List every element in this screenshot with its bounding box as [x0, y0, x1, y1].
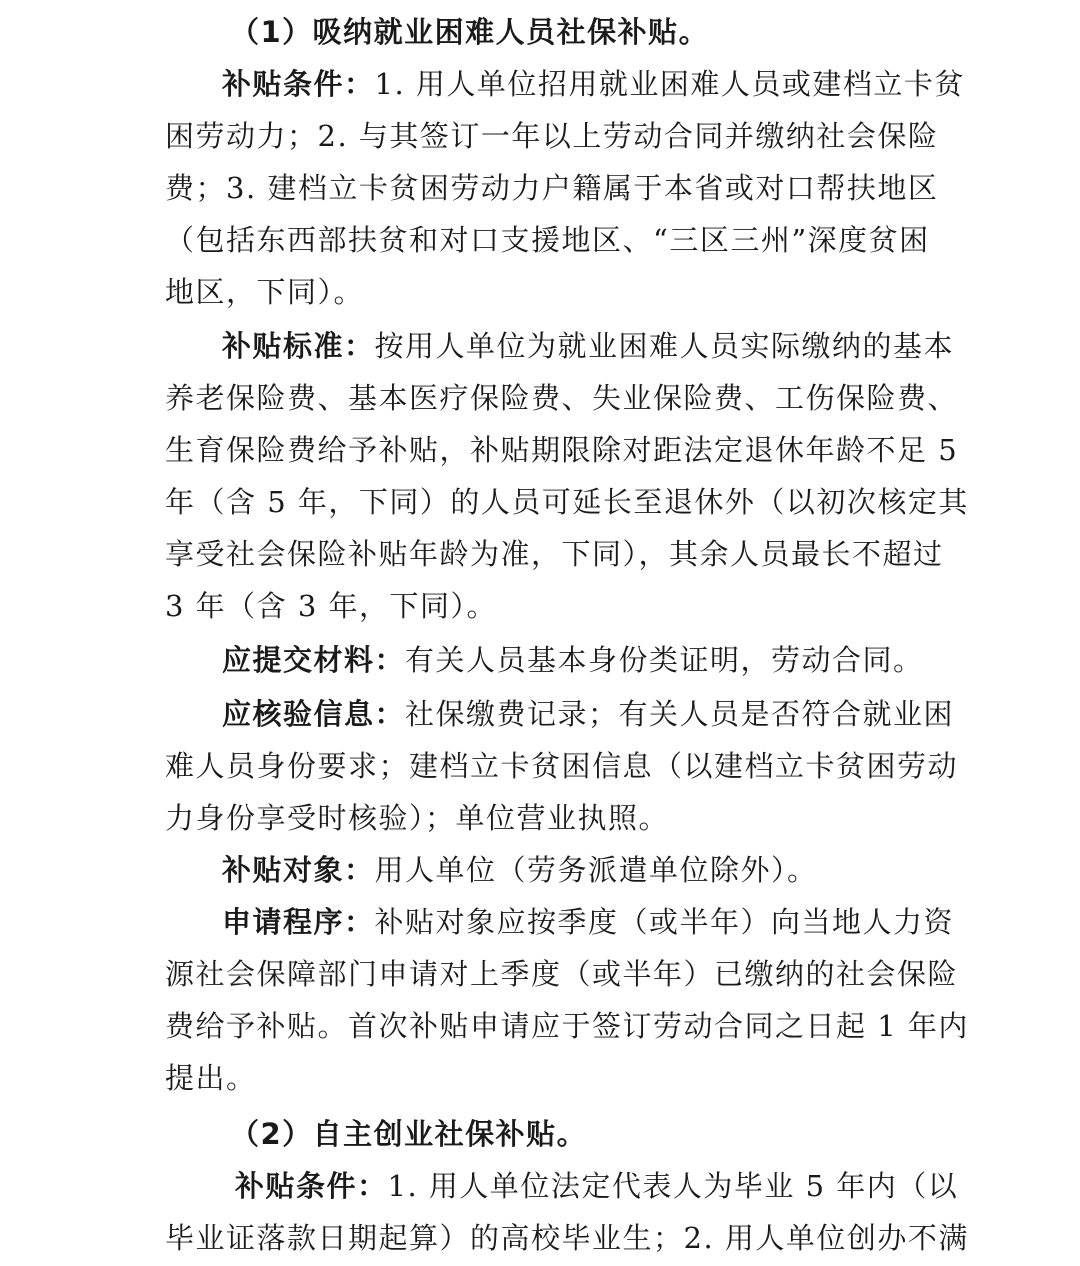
procedure-text: 补贴对象应按季度（或半年）向当地人力资 [374, 905, 955, 939]
conditions-paragraph-line-3: 费；3. 建档立卡贫困劳动力户籍属于本省或对口帮扶地区 [165, 171, 939, 205]
section-2-conditions-label: 补贴条件： [235, 1169, 388, 1203]
procedure-paragraph-line-1 [222, 902, 982, 942]
conditions-text: 1. 用人单位招用就业困难人员或建档立卡贫 [374, 67, 965, 101]
verify-paragraph-line-1 [222, 694, 982, 734]
verify-paragraph-line-2: 难人员身份要求；建档立卡贫困信息（以建档立卡贫困劳动 [165, 749, 959, 783]
verify-text: 社保缴费记录；有关人员是否符合就业困 [405, 697, 955, 731]
standard-paragraph-line-4: 年（含 5 年，下同）的人员可延长至退休外（以初次核定其 [165, 485, 969, 519]
conditions-paragraph-line-5: 地区，下同）。 [165, 275, 365, 309]
section-2-heading-text: （2）自主创业社保补贴。 [230, 1117, 588, 1151]
verify-paragraph-line-3: 力身份享受时核验）；单位营业执照。 [165, 801, 670, 835]
standard-paragraph-line-6: 3 年（含 3 年，下同）。 [165, 589, 498, 623]
section-2-conditions-line-1 [235, 1166, 995, 1206]
section-2-heading [230, 1114, 990, 1154]
conditions-paragraph-line-2: 困劳动力；2. 与其签订一年以上劳动合同并缴纳社会保险 [165, 119, 939, 153]
section-1-heading [230, 12, 990, 52]
section-1-heading-text: （1）吸纳就业困难人员社保补贴。 [230, 15, 710, 49]
conditions-paragraph-line-4: （包括东西部扶贫和对口支援地区、“三区三州”深度贫困 [165, 223, 930, 257]
target-paragraph [222, 850, 982, 890]
section-2-conditions-text: 1. 用人单位法定代表人为毕业 5 年内（以 [387, 1169, 959, 1203]
verify-label: 应核验信息： [222, 697, 406, 731]
standard-paragraph-line-2: 养老保险费、基本医疗保险费、失业保险费、工伤保险费、 [165, 381, 959, 415]
procedure-label: 申请程序： [222, 905, 375, 939]
standard-paragraph-line-3: 生育保险费给予补贴，补贴期限除对距法定退休年龄不足 5 [165, 433, 959, 467]
procedure-paragraph-line-2: 源社会保障部门申请对上季度（或半年）已缴纳的社会保险 [165, 957, 959, 991]
target-label: 补贴对象： [222, 853, 375, 887]
section-2-conditions-line-2: 毕业证落款日期起算）的高校毕业生；2. 用人单位创办不满 [165, 1221, 969, 1255]
standard-text: 按用人单位为就业困难人员实际缴纳的基本 [374, 329, 955, 363]
materials-paragraph [222, 640, 982, 680]
target-text: 用人单位（劳务派遣单位除外）。 [374, 853, 818, 887]
conditions-label: 补贴条件： [222, 67, 375, 101]
materials-label: 应提交材料： [222, 643, 406, 677]
materials-text: 有关人员基本身份类证明，劳动合同。 [405, 643, 924, 677]
standard-paragraph-line-5: 享受社会保险补贴年龄为准，下同），其余人员最长不超过 [165, 537, 944, 571]
procedure-paragraph-line-4: 提出。 [165, 1061, 257, 1095]
conditions-paragraph-line-1 [222, 64, 982, 104]
standard-paragraph-line-1 [222, 326, 982, 366]
procedure-paragraph-line-3: 费给予补贴。首次补贴申请应于签订劳动合同之日起 1 年内 [165, 1009, 969, 1043]
standard-label: 补贴标准： [222, 329, 375, 363]
